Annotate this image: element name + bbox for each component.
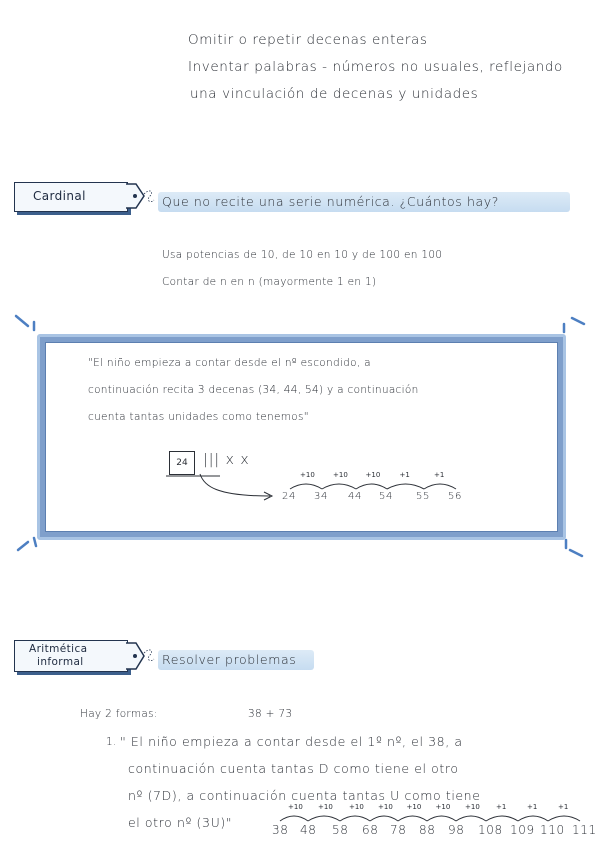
aritmetica-number: 111 xyxy=(572,823,597,837)
aritmetica-arc xyxy=(456,816,486,821)
aritmetica-step-label: +10 xyxy=(465,803,480,811)
tag-tail-icon xyxy=(124,180,160,216)
aritmetica-arc xyxy=(486,816,518,821)
aritmetica-step-label: +1 xyxy=(558,803,569,811)
item-line-1: " El niño empieza a contar desde el 1º nº, el 38, a xyxy=(120,734,463,749)
example-number: 54 xyxy=(379,491,393,502)
example-step-label: +1 xyxy=(434,471,445,479)
example-number: 34 xyxy=(314,491,328,502)
example-step-label: +10 xyxy=(300,471,315,479)
aritmetica-number: 78 xyxy=(390,823,407,837)
aritmetica-step-label: +10 xyxy=(318,803,333,811)
example-number: 56 xyxy=(448,491,462,502)
aritmetica-step-label: +1 xyxy=(496,803,507,811)
aritmetica-number: 109 xyxy=(510,823,535,837)
example-step-label: +10 xyxy=(333,471,348,479)
aritmetica-step-label: +10 xyxy=(288,803,303,811)
intro-line-2: Inventar palabras - números no usuales, reflejando xyxy=(188,59,563,75)
formas-label: Hay 2 formas: xyxy=(80,708,158,720)
example-line-1: "El niño empieza a contar desde el nº escondido, a xyxy=(88,357,371,369)
aritmetica-arc xyxy=(280,816,308,821)
aritmetica-arc xyxy=(308,816,340,821)
example-line-3: cuenta tantas unidades como tenemos" xyxy=(88,411,309,423)
cardinal-tag-label: Cardinal xyxy=(33,189,86,203)
intro-line-3: una vinculación de decenas y unidades xyxy=(190,86,479,102)
aritmetica-arc xyxy=(340,816,370,821)
aritmetica-tag-line-1: Aritmética xyxy=(29,643,88,655)
aritmetica-number: 58 xyxy=(332,823,349,837)
aritmetica-number: 98 xyxy=(448,823,465,837)
aritmetica-arc xyxy=(427,816,456,821)
aritmetica-number: 108 xyxy=(478,823,503,837)
tally-marks: ||| x x xyxy=(203,452,250,468)
aritmetica-step-label: +10 xyxy=(435,803,451,811)
aritmetica-number: 110 xyxy=(540,823,565,837)
item-number: 1. xyxy=(106,736,117,748)
cardinal-line-1: Usa potencias de 10, de 10 en 10 y de 100 en 100 xyxy=(162,249,443,261)
example-step-label: +1 xyxy=(399,471,410,479)
sum-expression: 38 + 73 xyxy=(248,708,293,720)
aritmetica-arc xyxy=(370,816,398,821)
hidden-number: 24 xyxy=(176,458,188,468)
example-line-2: continuación recita 3 decenas (34, 44, 54) y a continuación xyxy=(88,384,419,396)
aritmetica-arc xyxy=(518,816,548,821)
cardinal-question: Que no recite una serie numérica. ¿Cuántos hay? xyxy=(162,194,499,209)
aritmetica-number: 88 xyxy=(419,823,436,837)
example-number: 44 xyxy=(348,491,362,502)
example-number: 24 xyxy=(282,491,296,502)
item-line-4: el otro nº (3U)" xyxy=(128,815,233,830)
aritmetica-number: 48 xyxy=(300,823,317,837)
aritmetica-tag-line-2: informal xyxy=(37,656,84,668)
example-step-label: +10 xyxy=(365,471,381,479)
aritmetica-arc xyxy=(398,816,427,821)
aritmetica-step-label: +10 xyxy=(349,803,364,811)
item-line-3: nº (7D), a continuación cuenta tantas U como tiene xyxy=(128,788,481,803)
aritmetica-number: 38 xyxy=(272,823,289,837)
tag-tail-icon xyxy=(124,639,160,677)
aritmetica-tag xyxy=(14,640,128,672)
arrow-icon xyxy=(160,472,290,532)
aritmetica-step-label: +1 xyxy=(527,803,538,811)
aritmetica-arc xyxy=(548,816,580,821)
item-line-2: continuación cuenta tantas D como tiene el otro xyxy=(128,761,459,776)
cardinal-tag xyxy=(14,182,128,212)
aritmetica-step-label: +10 xyxy=(406,803,422,811)
intro-line-1: Omitir o repetir decenas enteras xyxy=(188,32,428,48)
aritmetica-step-label: +10 xyxy=(378,803,393,811)
aritmetica-heading: Resolver problemas xyxy=(162,652,297,667)
cardinal-line-2: Contar de n en n (mayormente 1 en 1) xyxy=(162,276,377,288)
aritmetica-number: 68 xyxy=(362,823,379,837)
example-number: 55 xyxy=(416,491,430,502)
